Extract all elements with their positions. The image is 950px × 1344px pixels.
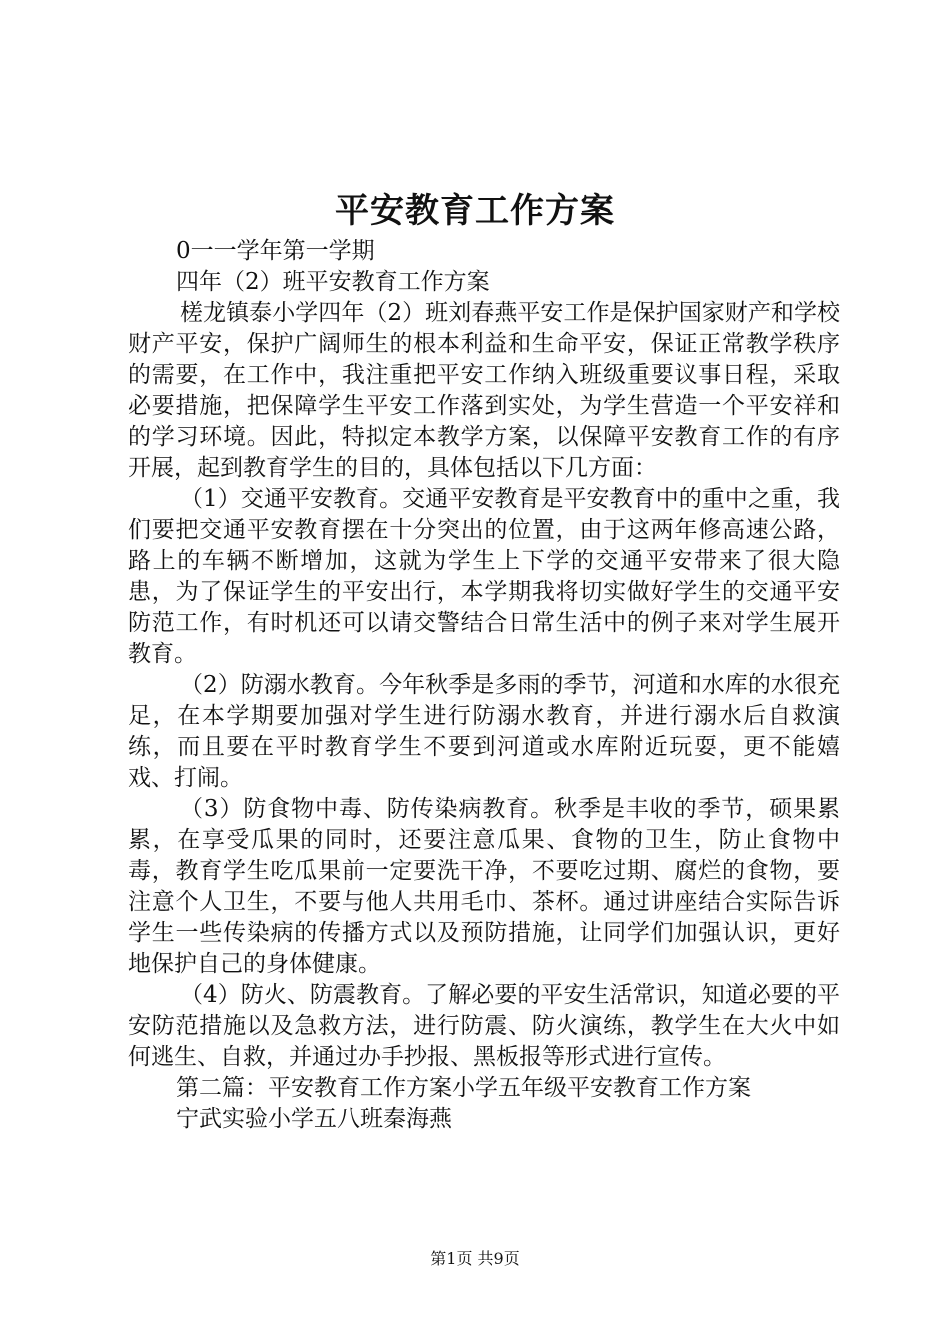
item-drowning-prevention: （2）防溺水教育。今年秋季是多雨的季节，河道和水库的水很充足，在本学期要加强对学生进行防溺水教育，并进行溺水后自救演练，而且要在平时教育学生不要到河道或水库附近玩耍，更不能嬉戏、打闹。 [128, 672, 840, 791]
item-traffic-safety: （1）交通平安教育。交通平安教育是平安教育中的重中之重，我们要把交通平安教育摆在十分突出的位置，由于这两年修高速公路，路上的车辆不断增加，这就为学生上下学的交通平安带来了很大隐患，为了保证学生的平安出行，本学期我将切实做好学生的交通平安防范工作，有时机还可以请交警结合日常生活中的例子来对学生展开教育。 [128, 486, 840, 667]
part-two-author: 宁武实验小学五八班秦海燕 [176, 1106, 452, 1132]
intro-paragraph: 槎龙镇泰小学四年（2）班刘春燕平安工作是保护国家财产和学校财产平安，保护广阔师生的根本利益和生命平安，保证正常教学秩序的需要，在工作中，我注重把平安工作纳入班级重要议事日程，采取必要措施，把保障学生平安工作落到实处，为学生营造一个平安祥和的学习环境。因此，特拟定本教学方案，以保障平安教育工作的有序开展，起到教育学生的目的，具体包括以下几方面： [128, 300, 840, 481]
part-two-heading: 第二篇：平安教育工作方案小学五年级平安教育工作方案 [176, 1075, 751, 1101]
term-line: 0一一学年第一学期 [176, 238, 375, 264]
document-body [128, 236, 840, 1135]
document-title: 平安教育工作方案 [335, 191, 615, 231]
item-fire-earthquake: （4）防火、防震教育。了解必要的平安生活常识，知道必要的平安防范措施以及急救方法，进行防震、防火演练，教学生在大火中如何逃生、自救，并通过办手抄报、黑板报等形式进行宣传。 [128, 982, 840, 1070]
class-plan-line: 四年（2）班平安教育工作方案 [176, 269, 490, 295]
page-footer: 第1页 共9页 [430, 1249, 520, 1268]
item-food-disease-prevention: （3）防食物中毒、防传染病教育。秋季是丰收的季节，硕果累累，在享受瓜果的同时，还要注意瓜果、食物的卫生，防止食物中毒，教育学生吃瓜果前一定要洗干净，不要吃过期、腐烂的食物，要注意个人卫生，不要与他人共用毛巾、茶杯。通过讲座结合实际告诉学生一些传染病的传播方式以及预防措施，让同学们加强认识，更好地保护自己的身体健康。 [128, 796, 840, 977]
